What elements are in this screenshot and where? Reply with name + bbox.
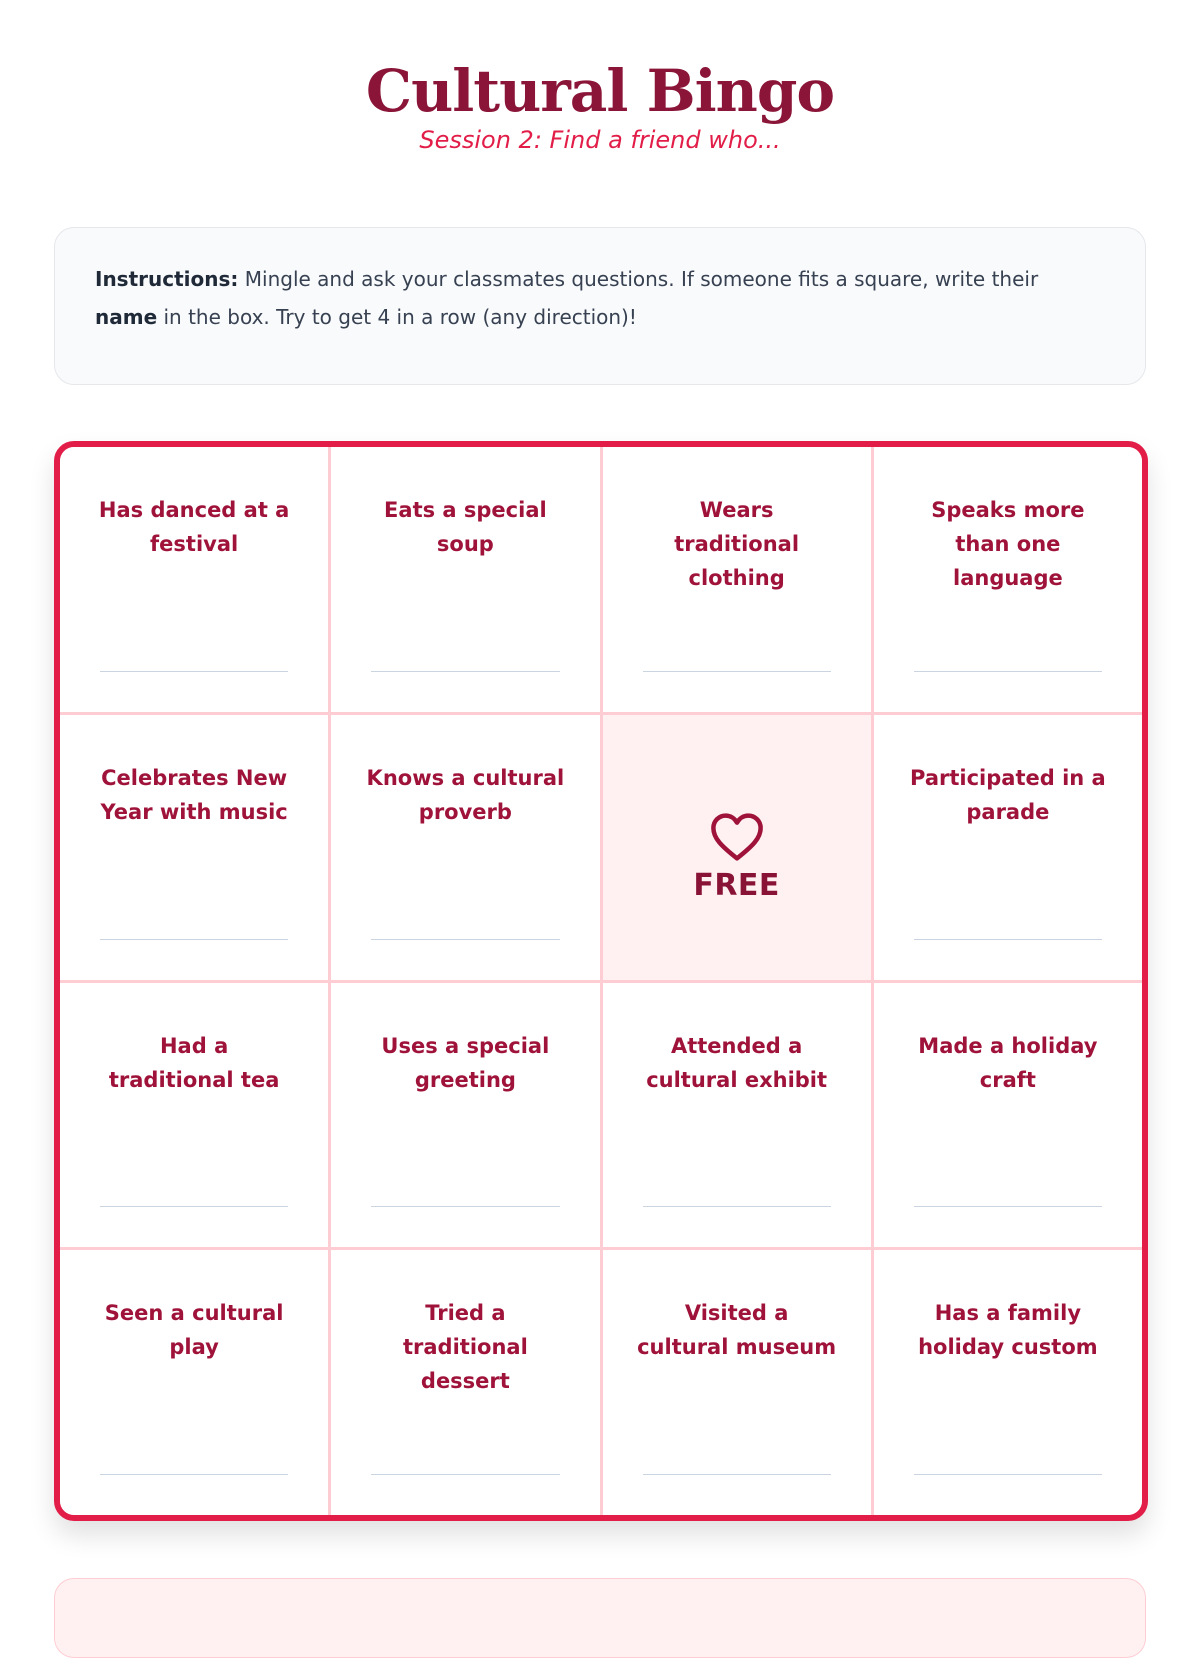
bingo-cell[interactable] xyxy=(603,447,871,712)
name-write-line[interactable] xyxy=(914,671,1102,672)
bingo-cell[interactable] xyxy=(874,1250,1142,1515)
bingo-cell-text: Seen a cultural play xyxy=(104,1301,284,1360)
name-write-line[interactable] xyxy=(371,671,559,672)
instructions-text-1: Mingle and ask your classmates questions. If someone fits a square, write their xyxy=(238,267,1039,291)
bingo-cell[interactable] xyxy=(331,715,599,980)
page-header xyxy=(0,0,1200,156)
bingo-cell[interactable] xyxy=(603,1250,871,1515)
bingo-cell-text: Celebrates New Year with music xyxy=(100,765,288,824)
name-write-line[interactable] xyxy=(100,1206,288,1207)
instructions-label: Instructions: xyxy=(95,267,239,291)
name-write-line[interactable] xyxy=(100,671,288,672)
bingo-cell-text: Participated in a parade xyxy=(910,765,1106,824)
bingo-cell-text: Eats a special soup xyxy=(384,498,547,556)
bingo-cell[interactable] xyxy=(603,983,871,1248)
name-write-line[interactable] xyxy=(643,1206,831,1207)
name-write-line[interactable] xyxy=(100,939,288,940)
name-write-line[interactable] xyxy=(371,939,559,940)
bingo-cell-text: Has a family holiday custom xyxy=(918,1301,1098,1360)
bingo-cell[interactable] xyxy=(331,1250,599,1515)
page-subtitle: Session 2: Find a friend who... xyxy=(419,126,781,154)
instructions-box xyxy=(54,227,1146,385)
footer-panel xyxy=(54,1578,1146,1658)
bingo-cell[interactable] xyxy=(331,447,599,712)
name-write-line[interactable] xyxy=(100,1474,288,1475)
bingo-cell[interactable] xyxy=(331,983,599,1248)
bingo-cell-text: Wears traditional clothing xyxy=(674,498,800,590)
bingo-cell[interactable] xyxy=(874,983,1142,1248)
bingo-cell[interactable] xyxy=(874,447,1142,712)
name-write-line[interactable] xyxy=(914,1474,1102,1475)
bingo-cell[interactable] xyxy=(60,983,328,1248)
name-write-line[interactable] xyxy=(371,1474,559,1475)
bingo-cell-text: Made a holiday craft xyxy=(918,1033,1098,1092)
name-write-line[interactable] xyxy=(914,1206,1102,1207)
bingo-cell[interactable] xyxy=(60,715,328,980)
name-write-line[interactable] xyxy=(371,1206,559,1207)
bingo-cell[interactable] xyxy=(874,715,1142,980)
bingo-cell-text: Speaks more than one language xyxy=(931,498,1085,590)
free-space-cell xyxy=(603,715,871,980)
bingo-cell-text: Uses a special greeting xyxy=(381,1033,550,1092)
bingo-cell[interactable] xyxy=(60,447,328,712)
bingo-cell-text: Tried a traditional dessert xyxy=(402,1301,528,1394)
bingo-cell[interactable] xyxy=(60,1250,328,1515)
bingo-cell-text: Knows a cultural proverb xyxy=(366,765,565,824)
bingo-cell-text: Attended a cultural exhibit xyxy=(646,1033,828,1092)
name-write-line[interactable] xyxy=(643,671,831,672)
name-write-line[interactable] xyxy=(643,1474,831,1475)
free-label: FREE xyxy=(693,867,780,903)
instructions-bold-word: name xyxy=(95,305,158,329)
bingo-cell-text: Has danced at a festival xyxy=(98,498,290,556)
bingo-board xyxy=(54,441,1148,1521)
bingo-cell-text: Visited a cultural museum xyxy=(637,1301,837,1360)
heart-icon xyxy=(710,812,764,862)
page-title: Cultural Bingo xyxy=(365,57,835,125)
instructions-text-2: in the box. Try to get 4 in a row (any direction)! xyxy=(157,305,637,329)
bingo-cell-text: Had a traditional tea xyxy=(108,1033,280,1092)
name-write-line[interactable] xyxy=(914,939,1102,940)
